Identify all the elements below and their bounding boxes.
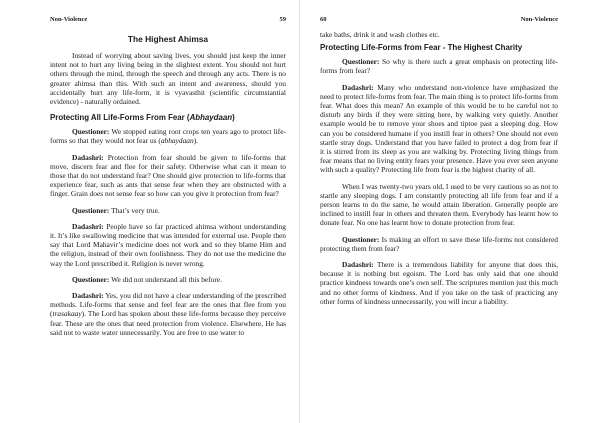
running-title: Non-Violence bbox=[50, 16, 88, 23]
dialogue-paragraph bbox=[320, 235, 558, 253]
section-heading bbox=[50, 113, 286, 122]
speaker-label: Dadashri: bbox=[72, 221, 104, 231]
dialogue-text: We stopped eating root crops ten years ago to protect life-forms so that they would not fear us ( bbox=[50, 127, 286, 146]
dialogue-text: Many who understand non-violence have emphasized the need to protect life-forms from fear. The main thing is to protect life-forms from fear. What does this mean? An example of this would be to be careful not to disturb any birds if they were sitting here, by walking very quietly. Another example would be to remove your shoes and tiptoe past a sleeping dog. How can you be considered humane if you instill fear in others? One should not even startle stray dogs. Understand that you have failed to protect a dog from fear if it is stirred from its sleep as you are walking by. Protecting living things from fear means that no living entity fears your presence. Have you ever seen anyone with such a quality? Protecting life from fear is the highest charity of all. bbox=[320, 82, 558, 175]
speaker-label: Questioner: bbox=[72, 205, 110, 215]
dialogue-text: We did not understand all this before. bbox=[109, 274, 222, 284]
dialogue-text: There is a tremendous liability for anyone that does this, because it is nothing but egoism. The Lord has only said that one should practice kindness towards one’s own self. The scriptures mention just this much and no other forms of kindness. And if you take on the task of practicing any other forms of kindness unnecessarily, you will incur a liability. bbox=[320, 260, 558, 306]
dialogue-text: Is making an effort to save these life-forms not considered protecting them from fear? bbox=[320, 234, 558, 253]
left-running-header bbox=[50, 16, 286, 30]
dialogue-paragraph bbox=[320, 260, 558, 306]
dialogue-paragraph bbox=[320, 57, 558, 75]
right-running-header bbox=[320, 16, 558, 30]
speaker-label: Questioner: bbox=[72, 274, 110, 284]
speaker-label: Dadashri: bbox=[342, 82, 374, 92]
dialogue-paragraph bbox=[50, 291, 286, 337]
dialogue-text: Protection from fear should be given to life-forms that move, discern fear and flee for their safety. Otherwise what can it mean to those that do not understand fear? One should give protection to life-forms that experience fear, such as ants that sense fear when they are obstructed with a finger. Grain does not sense fear so how can you give it protection from fear? bbox=[50, 152, 286, 199]
dialogue-text: So why is there such a great emphasis on protecting life-forms from fear? bbox=[320, 57, 558, 76]
section-heading: The Highest Ahimsa bbox=[127, 34, 209, 44]
paragraph: When I was twenty-two years old, I used to be very cautious so as not to startle any sleeping dogs. I am constantly protecting all life from fear and if a person learns to do the same, he would attain liberation. Generally people are inclined to instill fear in others and threaten them. Everybody has learnt how to donate fear. No one has learnt how to donate protection from fear. bbox=[320, 181, 558, 228]
dialogue-paragraph bbox=[50, 275, 286, 284]
dialogue-text: That’s very true. bbox=[109, 205, 160, 215]
speaker-label: Questioner: bbox=[342, 57, 380, 67]
heading-close: ) bbox=[232, 113, 235, 123]
dialogue-text: Yes, you did not have a clear understanding of the prescribed methods. Life-forms that sense and feel fear are the ones that flee from you ( bbox=[50, 291, 286, 319]
speaker-label: Dadashri: bbox=[72, 152, 104, 162]
dialogue-paragraph bbox=[50, 127, 286, 145]
speaker-label: Questioner: bbox=[72, 127, 110, 137]
heading-term: Abhaydaan bbox=[189, 113, 233, 123]
speaker-label: Questioner: bbox=[342, 234, 380, 244]
dialogue-paragraph bbox=[50, 222, 286, 268]
page-number: 59 bbox=[279, 16, 286, 23]
dialogue-text: People have so far practiced ahimsa without understanding it. It’s like swallowing medicine that was intended for external use. People then say that Lord Mahavir’s medicine does not work and so they blame Him and the religion, instead of their own foolishness. They do not use the medicine the way the Lord prescribed it. Religion is never wrong. bbox=[50, 221, 286, 268]
dialogue-text: ). The Lord has spoken about these life-forms because they perceive fear. These are the ones that need protection from violence. Elsewhere, He has said not to waste water unnecessarily. You are free to use water to bbox=[50, 309, 286, 337]
right-page bbox=[300, 0, 600, 423]
continued-paragraph: take baths, drink it and wash clothes etc. bbox=[320, 30, 440, 39]
dialogue-paragraph bbox=[50, 206, 286, 215]
term: trasakaay bbox=[52, 309, 82, 319]
speaker-label: Dadashri: bbox=[72, 291, 104, 301]
dialogue-paragraph bbox=[320, 83, 558, 175]
dialogue-paragraph bbox=[50, 153, 286, 199]
paragraph: Instead of worrying about saving lives, you should just keep the inner intent not to hurt any living being in the slightest extent. You should not hurt others through the mind, through the speech and through any acts. There is no greater ahimsa than this. With such an intent and awareness, should you accidentally hurt any life-form, it is vyavasthit (scientific circumstantial evidence) - naturally ordained. bbox=[50, 51, 286, 107]
heading-text: Protecting All Life-Forms From Fear ( bbox=[50, 113, 190, 123]
section-heading: Protecting Life-Forms from Fear - The Highest Charity bbox=[320, 43, 523, 53]
term: abhaydaan bbox=[160, 136, 194, 146]
speaker-label: Dadashri: bbox=[342, 260, 374, 270]
page-number: 60 bbox=[320, 16, 327, 23]
dialogue-text: ). bbox=[193, 136, 198, 146]
running-title: Non-Violence bbox=[520, 16, 558, 23]
